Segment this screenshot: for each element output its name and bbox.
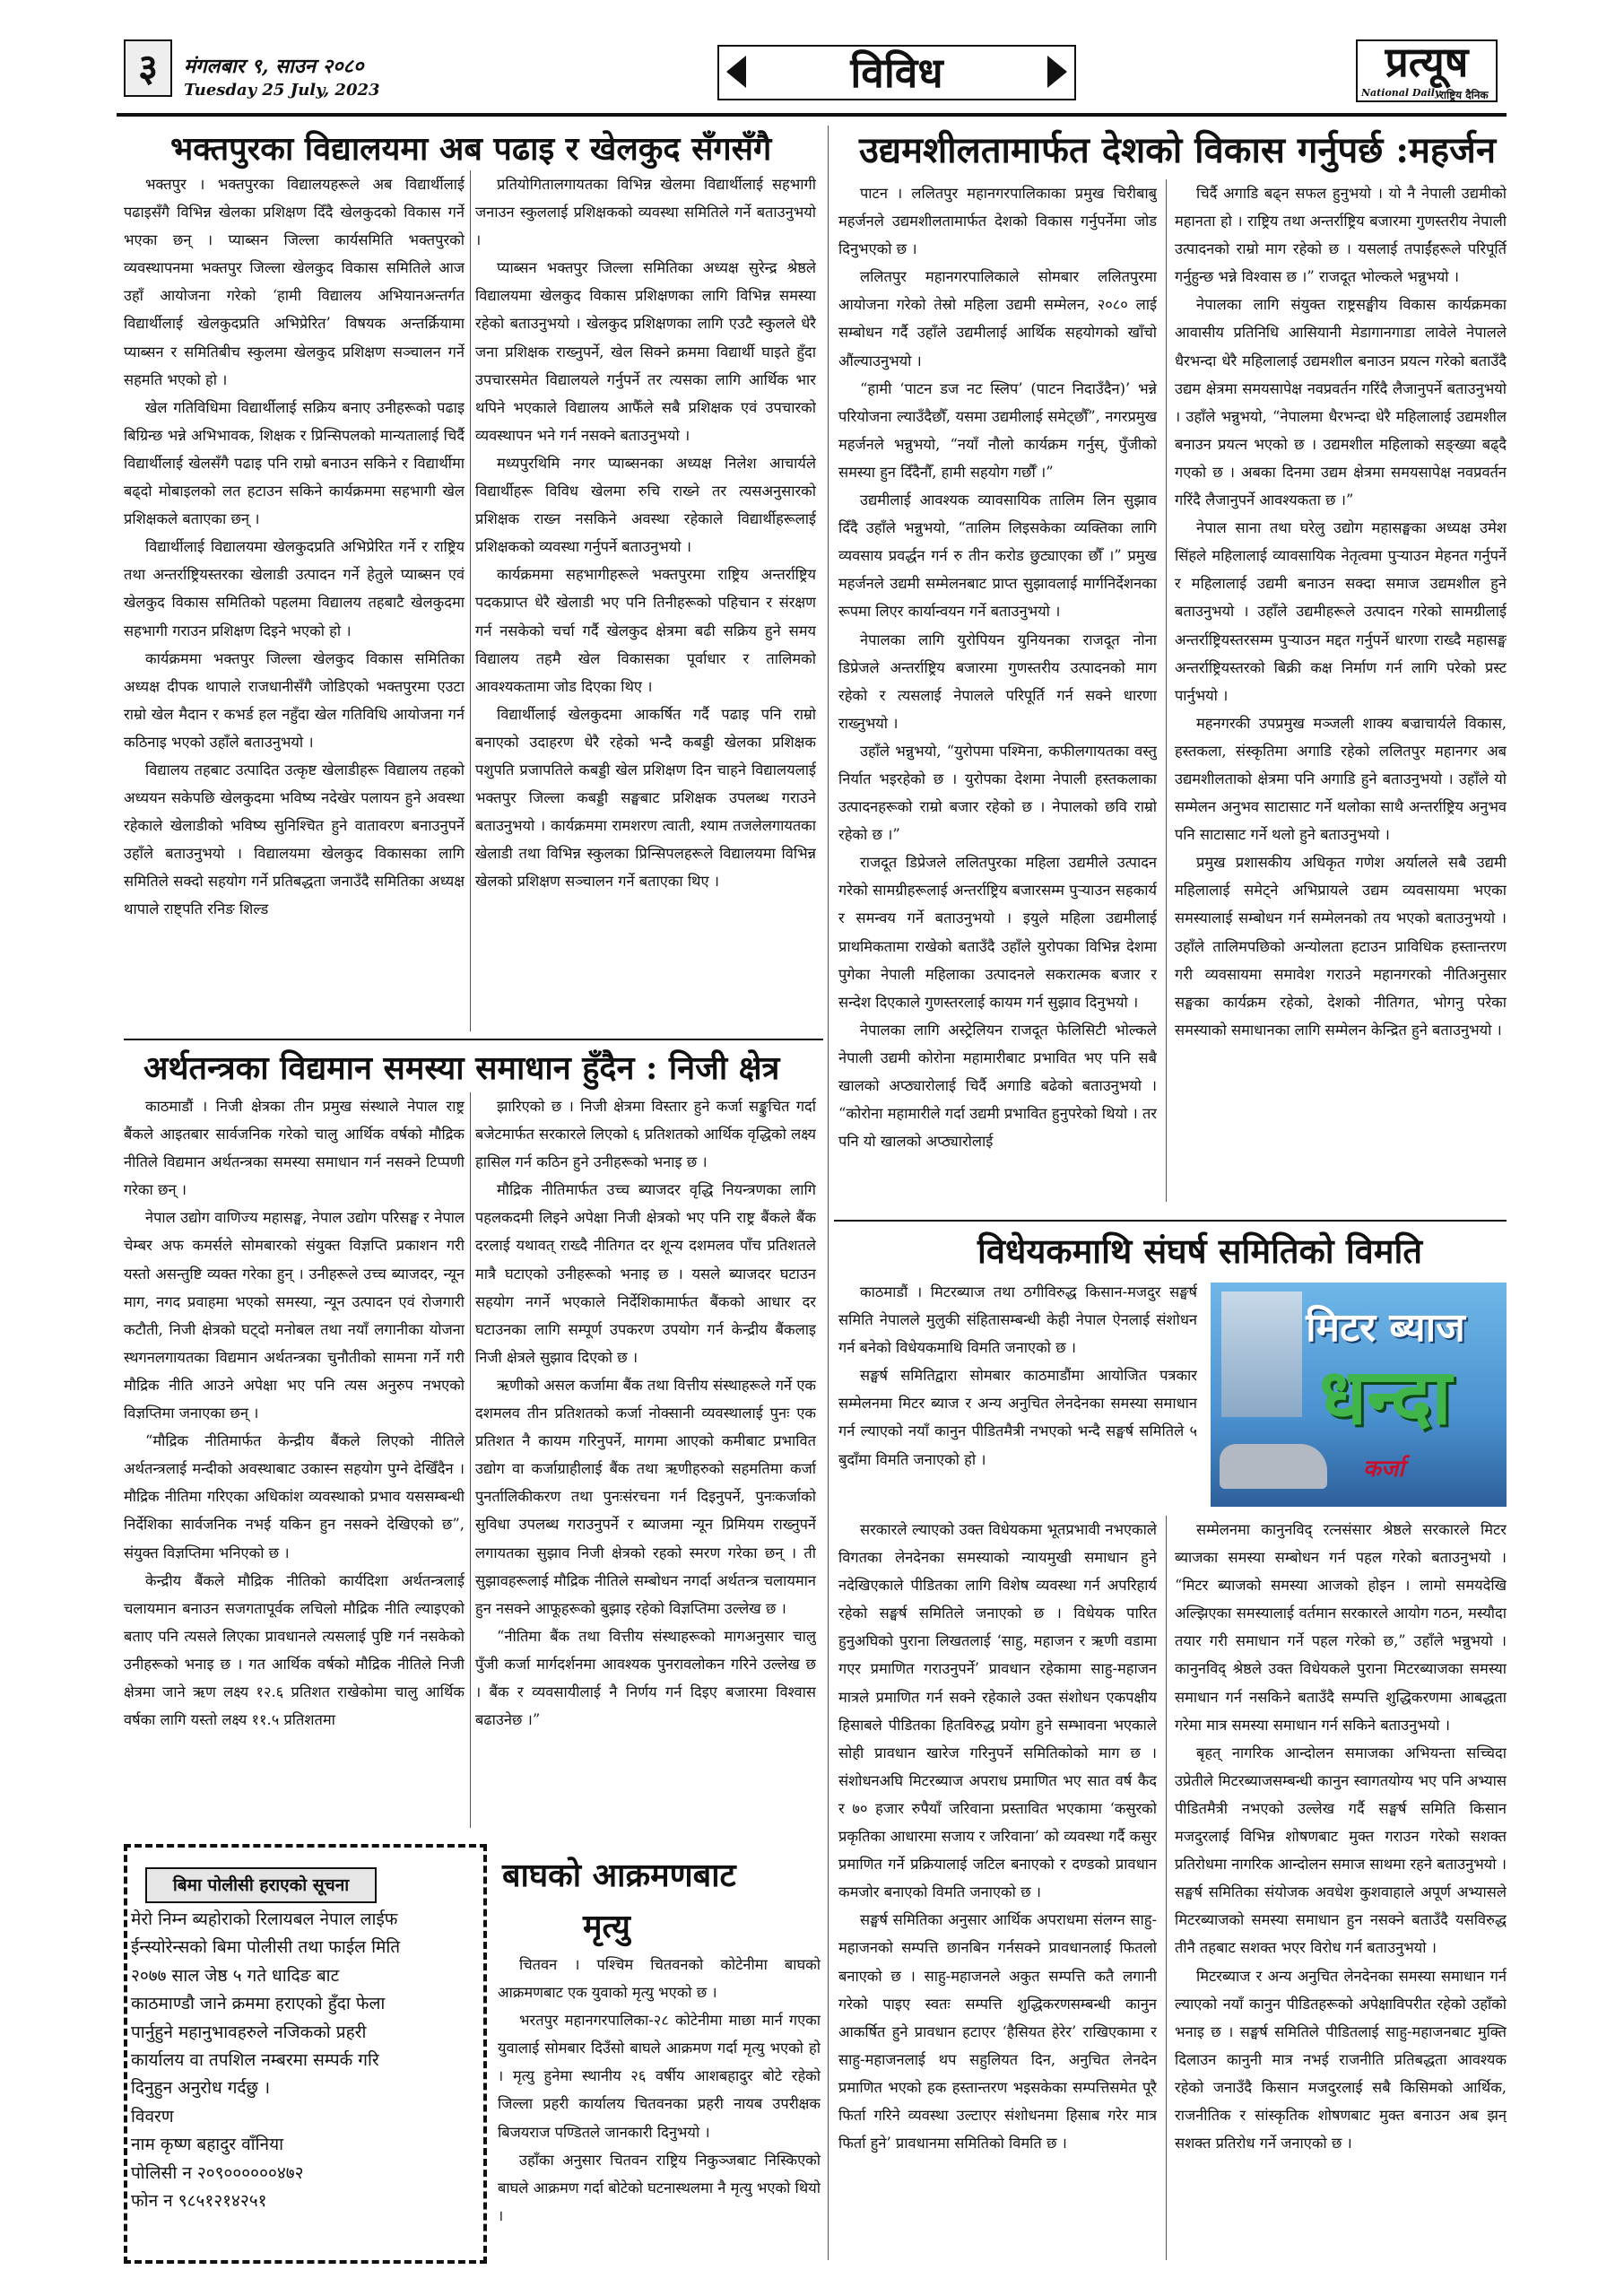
article5-headline: बाघको आक्रमणबाट (502, 1857, 736, 1894)
article4-paragraph: काठमाडौं । मिटरब्याज तथा ठगीविरुद्ध किसान-मजदुर सङ्घर्ष समिति नेपालले मुलुकी संहितासम्बन्धी केही नेपाल ऐनलाई संशोधन गर्न बनेको विधेयकमाथि विमति जनाएको छ । (838, 1283, 1197, 1357)
article2-paragraph: महनगरकी उपप्रमुख मञ्जली शाक्य बज्राचार्यले विकास, हस्तकला, संस्कृतिमा अगाडि रहेको ललितपुर महानगर अब उद्यमशीलताको क्षेत्रमा पनि अगाडि हुने बताउनुभयो । उहाँले यो सम्मेलन अनुभव साटासाट गर्ने थलोका साथै अन्तर्राष्ट्रिय अनुभव पनि साटासाट गर्ने थलो हुने बताउनुभयो । (1175, 714, 1507, 844)
article3-paragraph: ऋणीको असल कर्जामा बैंक तथा वित्तीय संस्थाहरूले गर्ने एक दशमलव तीन प्रतिशतको कर्जा नोक्सानी व्यवस्थालाई पुनः एक प्रतिशत नै कायम गरिनुपर्ने, मागमा आएको कमीबाट प्रभावित उद्योग वा कर्जाग्राहीलाई बैंक तथा ऋणीहरुको सहमतिमा कर्जा पुनर्तालिकीकरण तथा पुनःसंरचना गर्न दिइनुपर्ने, पुनःकर्जाको सुविधा उपलब्ध गराउनुपर्ने र ब्याजमा न्यून प्रिमियम राख्नुपर्ने लगायतका सुझाव निजी क्षेत्रको रहको स्मरण गरेका छन् । ती सुझावहरूलाई मौद्रिक नीतिले सम्बोधन नगर्दा अर्थतन्त्र चलायमान हुन नसक्ने आफूहरूको बुझाइ रहेको विज्ञप्तिमा उल्लेख छ । (475, 1376, 816, 1617)
masthead-subtitle-english: National Daily (1361, 87, 1441, 99)
article1-paragraph: प्रतियोगितालगायतका विभिन्न खेलमा विद्यार्थीलाई सहभागी जनाउन स्कुललाई प्रशिक्षकको व्यवस्था समितिले गर्ने बताउनुभयो । (475, 176, 816, 249)
column-divider (1166, 179, 1167, 1202)
article4-paragraph: सङ्घर्ष समितिद्वारा सोमबार काठमाडौंमा आयोजित पत्रकार सम्मेलनमा मिटर ब्याज र अन्य अनुचित लेनदेनका समस्या समाधान गर्न ल्याएको नयाँ कानुन पीडितमैत्री नभएको भन्दै सङ्घर्ष समितिले ५ बुदाँमा विमति जनाएको हो । (838, 1367, 1197, 1468)
notice-body (131, 1906, 482, 2215)
article3-paragraph: केन्द्रीय बैंकले मौद्रिक नीतिको कार्यदिशा अर्थतन्त्रलाई चलायमान बनाउन सजगतापूर्वक लचिलो मौद्रिक नीति ल्याइएको बताए पनि त्यसले लिएका प्रावधानले त्यसलाई पुष्टि गर्न नसकेको उनीहरूको भनाइ छ । गत आर्थिक वर्षको मौद्रिक नीतिले निजी क्षेत्रमा जाने ऋण लक्ष्य १२.६ प्रतिशत राखेकोमा चालु आर्थिक वर्षका लागि यस्तो लक्ष्य ११.५ प्रतिशतमा (124, 1571, 465, 1729)
notice-name: नाम कृष्ण बहादुर वाँनिया (131, 2135, 284, 2155)
article3-paragraph: “नीतिमा बैंक तथा वित्तीय संस्थाहरूको मागअनुसार चालु पुँजी कर्जा मार्गदर्शनमा आवश्यक पुनरावलोकन गरिने उल्लेख छ । बैंक र व्यवसायीलाई नै निर्णय गर्न दिइए बजारमा विश्वास बढाउनेछ ।” (475, 1627, 816, 1729)
article5-headline-line2: मृत्यु (583, 1908, 630, 1945)
section-rule (124, 1039, 823, 1040)
article3-paragraph: काठमाडौं । निजी क्षेत्रका तीन प्रमुख संस्थाले नेपाल राष्ट्र बैंकले आइतबार सार्वजनिक गरेको चालु आर्थिक वर्षको मौद्रिक नीतिले विद्यमान अर्थतन्त्रका समस्या समाधान गर्न नसक्ने टिप्पणी गरेका छन् । (124, 1098, 465, 1199)
article2-paragraph: उद्यमीलाई आवश्यक व्यावसायिक तालिम लिन सुझाव दिँदै उहाँले भन्नुभयो, “तालिम लिइसकेका व्यक्तिका लागि व्यवसाय प्रवर्द्धन गर्न रु तीन करोड छुट्याएका छौँ ।” प्रमुख महर्जनले उद्यमी सम्मेलनबाट प्राप्त सुझावलाई मार्गनिर्देशनका रूपमा लिएर कार्यान्वयन गर्ने बताउनुभयो । (838, 491, 1157, 621)
notice-line: ईन्स्योरेन्सको बिमा पोलीसी तथा फाईल मिति (131, 1937, 401, 1958)
article4-column-1 (838, 1516, 1157, 2260)
article2-paragraph: चिर्दै अगाडि बढ्न सफल हुनुभयो । यो नै नेपाली उद्यमीको महानता हो । राष्ट्रिय तथा अन्तर्राष्ट्रिय बजारमा गुणस्तरीय नेपाली उत्पादनको राम्रो माग रहेको छ । यसलाई तपाईंहरूले परिपूर्ति गर्नुहुन्छ भन्ने विश्वास छ ।” राजदूत भोल्कले भन्नुभयो । (1175, 185, 1507, 286)
article5-paragraph: भरतपुर महानगरपालिका-२८ कोटेनीमा माछा मार्न गएका युवालाई सोमबार दिउँसो बाघले आक्रमण गर्दा मृत्यु भएको हो । मृत्यु हुनेमा स्थानीय २६ वर्षीय आशबहादुर बोटे रहेको जिल्ला प्रहरी कार्यालय चितवनका प्रहरी नायब उपरीक्षक बिजयराज पण्डितले जानकारी दिनुभयो । (498, 2012, 821, 2141)
article2-column-2 (1175, 179, 1507, 1202)
article1-paragraph: भक्तपुर । भक्तपुरका विद्यालयहरूले अब विद्यार्थीलाई पढाइसँगै विभिन्न खेलका प्रशिक्षण दिँदै खेलकुदको विकास गर्ने भएका छन् । प्याब्सन जिल्ला कार्यसमिति भक्तपुरको व्यवस्थापनमा भक्तपुर जिल्ला खेलकुद विकास समितिले आज उहाँ आयोजना गरेको ‘हामी विद्यालय अभियानअन्तर्गत विद्यार्थीलाई खेलकुदप्रति अभिप्रेरित’ विषयक अन्तर्क्रियामा प्याब्सन र समितिबीच स्कुलमा खेलकुद प्रशिक्षण सञ्चालन गर्ने सहमति भएको हो । (124, 176, 465, 388)
column-divider (470, 170, 471, 1031)
page-number: ३ (124, 39, 172, 97)
date-english: Tuesday 25 July, 2023 (184, 81, 380, 100)
article4-paragraph: सम्मेलनमा कानुनविद् रत्नसंसार श्रेष्ठले सरकारले मिटर ब्याजका समस्या सम्बोधन गर्न पहल गरेको बताउनुभयो । “मिटर ब्याजको समस्या आजको होइन । लामो समयदेखि अल्झिएका समस्यालाई वर्तमान सरकारले आयोग गठन, मस्यौदा तयार गरी समाधान गर्ने पहल गरेको छ,” उहाँले भन्नुभयो । कानुनविद् श्रेष्ठले उक्त विधेयकले पुराना मिटरब्याजका समस्या समाधान गर्न नसकिने बताउँदै सम्पत्ति शुद्धिकरणमा आबद्धता गरेमा मात्र समस्या समाधान गर्न सकिने बताउनुभयो । (1175, 1521, 1507, 1734)
article4-paragraph: सङ्घर्ष समितिका अनुसार आर्थिक अपराधमा संलग्न साहु-महाजनको सम्पत्ति छानबिन गर्नसक्ने प्रावधानलाई फितलो बनाएको छ । साहु-महाजनले अकुत सम्पत्ति कतै लगानी गरेको पाइए स्वतः सम्पत्ति शुद्धिकरणसम्बन्धी कानुन आकर्षित हुने प्रावधान हटाएर ‘हैसियत हेरेर’ राखिएकामा र साहु-महाजनलाई थप सहुलियत दिन, अनुचित लेनदेन प्रमाणित भएको हक हस्तान्तरण भइसकेका सम्पत्तिसमेत पूरै फिर्ता गरिने व्यवस्था उल्टाएर संशोधनमा हिसाब गरेर मात्र फिर्ता हुने’ प्रावधानमा समितिको विमति छ । (838, 1911, 1157, 2152)
article2-headline: उद्यमशीलतामार्फत देशको विकास गर्नुपर्छ :महर्जन (859, 129, 1497, 171)
article1-paragraph: कार्यक्रममा सहभागीहरूले भक्तपुरमा राष्ट्रिय अन्तर्राष्ट्रिय पदकप्राप्त धेरै खेलाडी भए पनि तिनीहरूको पहिचान र संरक्षण गर्न नसकेको चर्चा गर्दै खेलकुद क्षेत्रमा बढी सक्रिय हुने समय विद्यालय तहमै खेल विकासका पूर्वाधार र तालिमको आवश्यकतामा जोड दिएका थिए । (475, 566, 816, 695)
article4-intro (838, 1278, 1197, 1511)
article3-paragraph: झारिएको छ । निजी क्षेत्रमा विस्तार हुने कर्जा सङ्कुचित गर्दा बजेटमार्फत सरकारले लिएको ६ प्रतिशतको आर्थिक वृद्धिको लक्ष्य हासिल गर्न कठिन हुने उनीहरूको भनाइ छ । (475, 1098, 816, 1171)
article4-column-2 (1175, 1516, 1507, 2260)
article1-column-2 (475, 170, 816, 1031)
date-nepali: मंगलबार ९, साउन २०८० (184, 55, 364, 78)
article3-headline: अर्थतन्त्रका विद्यमान समस्या समाधान हुँदैन : निजी क्षेत्र (143, 1049, 780, 1087)
article1-paragraph: विद्यार्थीलाई खेलकुदमा आकर्षित गर्दै पढाइ पनि राम्रो बनाएको उदाहरण धेरै रहेको भन्दै कबड्डी खेलका प्रशिक्षक पशुपति प्रजापतिले कबड्डी खेल प्रशिक्षण दिन चाहने विद्यालयलाई भक्तपुर जिल्ला कबड्डी सङ्घबाट प्रशिक्षक उपलब्ध गराउने बताउनुभयो । कार्यक्रममा रामशरण त्वाती, श्याम तजलेलगायतका खेलाडी तथा विभिन्न स्कुलका प्रिन्सिपलहरूले विद्यालयमा विभिन्न खेलको प्रशिक्षण सञ्चालन गर्ने बताएका थिए । (475, 705, 816, 891)
article1-paragraph: मध्यपुरथिमि नगर प्याब्सनका अध्यक्ष निलेश आचार्यले विद्यार्थीहरू विविध खेलमा रुचि राख्ने तर त्यसअनुसारको प्रशिक्षक राख्न नसकिने अवस्था रहेकाले विद्यार्थीहरूलाई प्रशिक्षकको व्यवस्था गर्नुपर्ने बताउनुभयो । (475, 454, 816, 556)
article3-paragraph: “मौद्रिक नीतिमार्फत केन्द्रीय बैंकले लिएको नीतिले अर्थतन्त्रलाई मन्दीको अवस्थाबाट उकास्न सहयोग पुग्ने देखिँदैन । मौद्रिक नीतिमा गरिएका अधिकांश व्यवस्थाको प्रभाव यससम्बन्धी निर्देशिका सार्वजनिक नभई यकिन हुन नसक्ने देखिएको छ”, संयुक्त विज्ञप्तिमा भनिएको छ । (124, 1432, 465, 1561)
masthead-logo: प्रत्यूष (1385, 38, 1469, 86)
article2-paragraph: ललितपुर महानगरपालिकाले सोमबार ललितपुरमा आयोजना गरेको तेस्रो महिला उद्यमी सम्मेलन, २०८० लाई सम्बोधन गर्दै उहाँले उद्यमीलाई आर्थिक सहयोगको खाँचो औंल्याउनुभयो । (838, 268, 1157, 370)
article1-paragraph: विद्यालय तहबाट उत्पादित उत्कृष्ट खेलाडीहरू विद्यालय तहको अध्ययन सकेपछि खेलकुदमा भविष्य नदेखेर पलायन हुने अवस्था रहेकाले खेलाडीको भविष्य सुनिश्चित हुने वातावरण बनाउनुपर्ने उहाँले बताउनुभयो । विद्यालयमा खेलकुद विकासका लागि समितिले सक्दो सहयोग गर्ने प्रतिबद्धता जनाउँदै समितिका अध्यक्ष थापाले राष्ट्पति रनिङ शिल्ड (124, 761, 465, 918)
article2-paragraph: “हामी ‘पाटन डज नट स्लिप’ (पाटन निदाउँदैन)’ भन्ने परियोजना ल्याउँदैछौँ, यसमा उद्यमीलाई समेट्छौँ”, नगरप्रमुख महर्जनले भन्नुभयो, “नयाँ नौलो कार्यक्रम गर्नुस्, पुँजीको समस्या हुन दिँदैनौँ, हामी सहयोग गर्छौँ ।” (838, 379, 1157, 481)
article1-column-1 (124, 170, 465, 1031)
article2-paragraph: नेपाल साना तथा घरेलु उद्योग महासङ्घका अध्यक्ष उमेश सिंहले महिलालाई व्यावसायिक नेतृत्वमा पुर्‍याउन मेहनत गर्नुपर्ने र महिलालाई उद्यमी बनाउन सक्दा समाज उद्यमशील हुने बताउनुभयो । उहाँले उद्यमीहरूले उत्पादन गरेको सामग्रीलाई अन्तर्राष्ट्रियस्तरसम्म पुऱ्याउन मद्दत गर्नुपर्ने धारणा राख्दै महासङ्घ अन्तर्राष्ट्रियस्तरको बिक्री कक्ष निर्माण गर्न लागि परेको प्रस्ट पार्नुभयो । (1175, 519, 1507, 704)
notice-line: काठमाण्डौ जाने क्रममा हराएको हुँदा फेला (131, 1994, 386, 2014)
column-divider (1166, 1516, 1167, 2260)
notice-line: कार्यालय वा तपशिल नम्बरमा सम्पर्क गरि (131, 2050, 379, 2071)
header-rule (117, 113, 1507, 117)
notice-details-label: विवरण (131, 2106, 174, 2126)
article4-headline: विधेयकमाथि संघर्ष समितिको विमति (977, 1231, 1423, 1271)
notice-line: दिनुहुन अनुरोध गर्दछु । (131, 2078, 271, 2099)
notice-policy-number: पोलिसी न २०९००००००४७२ (131, 2162, 304, 2183)
article5-paragraph: उहाँका अनुसार चितवन राष्ट्रिय निकुञ्जबाट निस्किएको बाघले आक्रमण गर्दा बोटेको घटनास्थलमा नै मृत्यु भएको थियो । (498, 2151, 821, 2224)
article3-column-2 (475, 1092, 816, 1828)
article5-paragraph: चितवन । पश्चिम चितवनको कोटेनीमा बाघको आक्रमणबाट एक युवाको मृत्यु भएको छ । (498, 1956, 821, 2002)
article3-paragraph: नेपाल उद्योग वाणिज्य महासङ्घ, नेपाल उद्योग परिसङ्घ र नेपाल चेम्बर अफ कमर्सले सोमबारको संयुक्त विज्ञप्ति प्रकाशन गरी यस्तो असन्तुष्टि व्यक्त गरेका हुन् । उनीहरूले उच्च ब्याजदर, न्यून माग, नगद प्रवाहमा भएको समस्या, न्यून उत्पादन एवं रोजगारी कटौती, निजी क्षेत्रको घट्दो मनोबल तथा नयाँ लगानीका योजना स्थगनलगायतका विद्यमान अर्थतन्त्रका चुनौतीको सामना गर्ने गरी मौद्रिक नीति आउने अपेक्षा भए पनि त्यस अनुरुप नभएको विज्ञप्तिमा जनाएका छन् । (124, 1209, 465, 1422)
article2-paragraph: नेपालका लागि संयुक्त राष्ट्रसङ्घीय विकास कार्यक्रमका आवासीय प्रतिनिधि आसियानी मेडागानगाडा लावेले नेपालले धैरभन्दा धेरै महिलालाई उद्यमशील बनाउन प्रयत्न गरेको बताउँदै उद्यम क्षेत्रमा समयसापेक्ष नवप्रवर्तन गरिंदै लैजानुपर्ने बताउनुभयो । उहाँले भन्नुभयो, “नेपालमा धैरभन्दा धेरै महिलालाई उद्यमशील बनाउन प्रयत्न भएको छ । उद्यमशील महिलाको सङ्ख्या बढ्दै गएको छ । अबका दिनमा उद्यम क्षेत्रमा समयसापेक्ष नवप्रवर्तन गरिंदै लैजानुपर्ने आवश्यकता छ ।” (1175, 296, 1507, 509)
section-rule (834, 1220, 1507, 1222)
column-divider (828, 126, 829, 2260)
ad-line-1: मिटर ब्याज (1306, 1305, 1465, 1351)
article1-paragraph: कार्यक्रममा भक्तपुर जिल्ला खेलकुद विकास समितिका अध्यक्ष दीपक थापाले राजधानीसँगै जोडिएको भक्तपुरमा एउटा राम्रो खेल मैदान र कभर्ड हल नहुँदा खेल गतिविधि आयोजना गर्न कठिनाइ भएको उहाँले बताउनुभयो । (124, 649, 465, 751)
ad-line-3: कर्जा (1363, 1456, 1404, 1483)
article1-paragraph: खेल गतिविधिमा विद्यार्थीलाई सक्रिय बनाए उनीहरूको पढाइ बिग्रिन्छ भन्ने अभिभावक, शिक्षक र प्रिन्सिपलको मान्यतालाई चिर्दै विद्यार्थीलाई खेलसँगै पढाइ पनि राम्रो बनाउन सकिने र विद्यार्थीमा बढ्दो मोबाइलको लत हटाउन सकिने कार्यक्रममा सहभागी खेल प्रशिक्षकले बताएका छन् । (124, 398, 465, 528)
notice-title: बिमा पोलीसी हराएको सूचना (145, 1867, 377, 1903)
notice-phone: फोन न ९८५१२१४२५१ (131, 2191, 267, 2212)
article3-paragraph: मौद्रिक नीतिमार्फत उच्च ब्याजदर वृद्धि नियन्त्रणका लागि पहलकदमी लिइने अपेक्षा निजी क्षेत्रको भए पनि राष्ट्र बैंकले बैंक दरलाई यथावत् राख्दै नीतिगत दर शून्य दशमलव पाँच प्रतिशतले मात्रै घटाएको उनीहरूको भनाइ छ । यसले ब्याजदर घटाउन सहयोग नगर्ने भएकाले निर्देशिकामार्फत बैंकको आधार दर घटाउनका लागि सम्पूर्ण उपकरण उपयोग गर्न केन्द्रीय बैंकलाइ निजी क्षेत्रले सुझाव दिएको छ । (475, 1181, 816, 1366)
article2-paragraph: नेपालका लागि युरोपियन युनियनका राजदूत नोना डिप्रेजले अन्तर्राष्ट्रिय बजारमा गुणस्तरीय उत्पादनको माग रहेको र त्यसलाई नेपालले परिपूर्ति गर्न सक्ने धारणा राख्नुभयो । (838, 631, 1157, 732)
notice-line: पार्नुहुने महानुभावहरुले नजिकको प्रहरी (131, 2022, 367, 2042)
article4-paragraph: बृहत् नागरिक आन्दोलन समाजका अभियन्ता सच्चिदा उप्रेतीले मिटरब्याजसम्बन्धी कानुन स्वागतयोग्य भए पनि अभ्यास पीडितमैत्री नभएको उल्लेख गर्दै सङ्घर्ष समिति किसान मजदुरलाई विभिन्न शोषणबाट मुक्त गराउन गरेको सशक्त प्रतिरोधमा नागरिक आन्दोलन समाज साथमा रहने बताउनुभयो । सङ्घर्ष समितिका संयोजक अवधेश कुशवाहाले अपूर्ण अभ्यासले मिटरब्याजको समस्या समाधान हुन नसक्ने बताउँदै यसविरुद्ध तीनै तहबाट सशक्त भएर विरोध गर्न बताउनुभयो । (1175, 1744, 1507, 1957)
article2-paragraph: प्रमुख प्रशासकीय अधिकृत गणेश अर्यालले सबै उद्यमी महिलालाई समेट्ने अभिप्रायले उद्यम व्यवसायमा भएका समस्यालाई सम्बोधन गर्न सम्मेलनको तय भएको बताउनुभयो । उहाँले तालिमपछिको अन्योलता हटाउन प्राविधिक हस्तान्तरण गरी व्यवसायमा समावेश गराउने महानगरको नीतिअनुसार सङ्घका कार्यक्रम रहेको, देशको नीतिगत, भोगनु परेका समस्याको समाधानका लागि सम्मेलन केन्द्रित हुने बताउनुभयो । (1175, 854, 1507, 1039)
car-graphic (1220, 1444, 1327, 1489)
masthead-subtitle-nepali: राष्ट्रिय दैनिक (1439, 89, 1489, 101)
notice-line: मेरो निम्न ब्यहोराको रिलायबल नेपाल लाईफ (131, 1909, 398, 1929)
column-divider (470, 1092, 471, 1828)
article1-paragraph: विद्यार्थीलाई विद्यालयमा खेलकुदप्रति अभिप्रेरित गर्ने र राष्ट्रिय तथा अन्तर्राष्ट्रियस्तरका खेलाडी उत्पादन गर्ने हेतुले प्याब्सन एवं खेलकुद विकास समितिको पहलमा विद्यालय तहबाटै खेलकुदमा सहभागी गराउन प्रशिक्षण दिइने भएको हो । (124, 538, 465, 639)
article2-paragraph: राजदूत डिप्रेजले ललितपुरका महिला उद्यमीले उत्पादन गरेको सामग्रीहरूलाई अन्तर्राष्ट्रिय बजारसम्म पुर्‍याउन सहकार्य र समन्वय गर्ने बताउनुभयो । इयुले महिला उद्यमीलाई प्राथमिकतामा राखेको बताउँदै उहाँले युरोपका विभिन्न देशमा पुगेका नेपाली महिलाका उत्पादनले सकरात्मक बजार र सन्देश दिएकाले गुणस्तरलाई कायम गर्न सुझाव दिनुभयो । (838, 854, 1157, 1011)
ad-line-2: धन्दा (1319, 1352, 1452, 1442)
article4-paragraph: सरकारले ल्याएको उक्त विधेयकमा भूतप्रभावी नभएकाले विगतका लेनदेनका समस्याको न्यायमुखी समाधान हुने नदेखिएकाले पीडितका लागि विशेष व्यवस्था गर्न अपरिहार्य रहेको सङ्घर्ष समितिले जनाएको छ । विधेयक पारित हुनुअघिको पुराना लिखतलाई ‘साहु, महाजन र ऋणी वडामा गएर प्रमाणित गराउनुपर्ने’ प्रावधान रहेकामा साहु-महाजन मात्रले प्रमाणित गर्न सक्ने रहेकाले उक्त संशोधन एकपक्षीय हिसाबले पीडितका हितविरुद्ध प्रयोग हुने सम्भावना भएकाले सोही प्रावधान खारेज गरिनुपर्ने समितिकोको माग छ । संशोधनअघि मिटरब्याज अपराध प्रमाणित भए सात वर्ष कैद र ७० हजार रुपैयाँ जरिवाना प्रस्तावित भएकामा ‘कसुरको प्रकृतिका आधारमा सजाय र जरिवाना’ को व्यवस्था गर्दै कसुर प्रमाणित गर्ने प्रक्रियालाई जटिल बनाएको र दण्डको प्रावधान कमजोर बनाएको विमति जनाएको छ । (838, 1521, 1157, 1901)
article1-headline: भक्तपुरका विद्यालयमा अब पढाइ र खेलकुद सँगसँगै (170, 130, 772, 168)
article2-paragraph: पाटन । ललितपुर महानगरपालिकाका प्रमुख चिरीबाबु महर्जनले उद्यमशीलतामार्फत देशको विकास गर्नुपर्नेमा जोड दिनुभएको छ । (838, 185, 1157, 258)
article3-column-1 (124, 1092, 465, 1828)
article4-paragraph: मिटरब्याज र अन्य अनुचित लेनदेनका समस्या समाधान गर्न ल्याएको नयाँ कानुन पीडितहरूको अपेक्षाविपरीत रहेको उहाँको भनाइ छ । सङ्घर्ष समितिले पीडितलाई साहु-महाजनबाट मुक्ति दिलाउन कानुनी मात्र नभई राजनीति प्रतिबद्धता आवश्यक रहेको जनाउँदै किसान मजदुरलाई सबै किसिमको आर्थिक, राजनीतिक र सांस्कृतिक शोषणबाट मुक्त बनाउन अब झन् सशक्त प्रतिरोध गर्ने जनाएको छ । (1175, 1967, 1507, 2152)
article2-paragraph: उहाँले भन्नुभयो, “युरोपमा पश्मिना, कफीलगायतका वस्तु निर्यात भइरहेको छ । युरोपका देशमा नेपाली हस्तकलाका उत्पादनहरूको राम्रो बजार रहेको छ । नेपालको छवि राम्रो रहेको छ ।” (838, 742, 1157, 844)
notice-line: २०७७ साल जेष्ठ ५ गते धादिङ बाट (131, 1965, 340, 1986)
article5-body (498, 1951, 821, 2260)
article2-paragraph: नेपालका लागि अस्ट्रेलियन राजदूत फेलिसिटी भोल्कले नेपाली उद्यमी कोरोना महामारीबाट प्रभावित भए पनि सबै खालको अप्ठ्यारोलाई चिर्दै अगाडि बढेको बताउनुभयो । “कोरोना महामारीले गर्दा उद्यमी प्रभावित हुनुपरेको थियो । तर पनि यो खालको अप्ठ्यारोलाई (838, 1021, 1157, 1151)
article1-paragraph: प्याब्सन भक्तपुर जिल्ला समितिका अध्यक्ष सुरेन्द्र श्रेष्ठले विद्यालयमा खेलकुद विकास प्रशिक्षणका लागि विभिन्न समस्या रहेको बताउनुभयो । खेलकुद प्रशिक्षणका लागि एउटै स्कुलले धेरै जना प्रशिक्षक राख्नुपर्ने, खेल सिक्ने क्रममा विद्यार्थी घाइते हुँदा उपचारसमेत विद्यालयले गर्नुपर्ने तर त्यसका लागि आर्थिक भार थपिने भएकाले विद्यालय आफैँले सबै प्रशिक्षक एवं उपचारको व्यवस्थापन भने गर्न नसक्ने बताउनुभयो । (475, 259, 816, 444)
article2-column-1 (838, 179, 1157, 1202)
section-title: विविध (850, 48, 943, 97)
